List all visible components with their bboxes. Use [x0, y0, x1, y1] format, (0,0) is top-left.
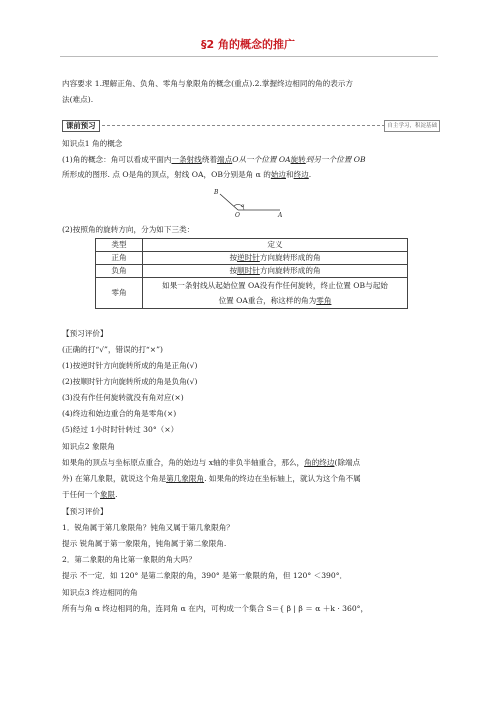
label-b: B: [214, 189, 219, 196]
cell-underlined: 逆时针: [237, 253, 260, 262]
kp2-text: 如果角的顶点与坐标原点重合，角的始边与 x轴的非负半轴重合，那么，: [62, 458, 305, 467]
def-text: 所形成的图形. 点 O是角的顶点，射线 OA，OB分别是角 α 的: [62, 170, 271, 179]
cell-text: 位置 OA重合，称这样的角为: [218, 296, 317, 305]
table-row: [96, 265, 408, 278]
kp2-line-3: [62, 489, 118, 501]
list-item: (3)没有作任何旋转就没有角对应(×): [62, 393, 184, 402]
angle-figure: [200, 186, 290, 218]
eval1-heading: 【预习评价】: [62, 329, 108, 338]
kp2-underlined: 角的终边: [304, 458, 335, 467]
table-row: [96, 252, 408, 265]
def-underlined: 端点: [217, 155, 233, 164]
eval2-heading: 【预习评价】: [62, 507, 108, 516]
eval2-answer-1: 提示 锐角属于第一象限角，钝角属于第二象限角.: [62, 539, 227, 548]
eval2-answer-2: 提示 不一定．如 120° 是第二象限的角，390° 是第一象限的角，但 120° ＜390°．: [62, 571, 348, 580]
eval2-question-1: 1．锐角属于第几象限角？钝角又属于第几象限角？: [62, 523, 234, 532]
label-a: A: [278, 212, 283, 218]
def-underlined: 始边: [270, 170, 287, 179]
cell-text: 按: [229, 253, 238, 262]
section-banner: [62, 120, 440, 130]
def-text: O从一个位置 OA: [232, 155, 291, 164]
kp2-text: 外) 在第几象限，就说这个角是: [62, 474, 167, 483]
type-cell: 正角: [96, 252, 143, 265]
def-text: 和: [286, 170, 294, 179]
kp2-underlined: 象限: [99, 490, 116, 499]
def-underlined: 终边: [293, 170, 309, 179]
title-divider: [60, 56, 438, 57]
list-item: (5)经过 1小时时针转过 30°（×）: [62, 425, 179, 434]
kp2-underlined: 第几象限角: [166, 474, 205, 483]
kp2-line-1: [62, 457, 360, 469]
header-type: 类型: [96, 239, 143, 252]
def-text: (1)角的概念：角可以看成平面内: [62, 155, 172, 164]
cell-text: 方向旋转形成的角: [259, 253, 321, 262]
cell-text: 按: [229, 266, 238, 275]
banner-subtitle: 自主学习，积淀基础: [384, 120, 440, 132]
label-alpha: α: [241, 203, 245, 209]
def-text: 到另一个位置 OB: [305, 155, 366, 164]
ray-ob: [220, 194, 238, 210]
kp1-heading: 知识点1 角的概念: [62, 139, 123, 148]
cell-line-2: [147, 293, 403, 308]
list-item: (4)终边和始边重合的角是零角(×): [62, 409, 177, 418]
list-item: (1)按逆时针方向旋转所成的角是正角(√): [62, 361, 198, 370]
definition-cell: [143, 278, 408, 309]
kp1-definition-line-1: [62, 154, 366, 166]
kp3-line-1: 所有与角 α 终边相同的角，连同角 α 在内，可构成一个集合 S＝{ β | β ＝ α ＋k · 360°，: [62, 604, 369, 613]
cell-text: 如果一条射线从起始位置 OA没有作任何旋转，终止位置 OB与起始: [162, 281, 388, 290]
kp2-text: .: [115, 490, 118, 499]
label-o: O: [235, 212, 240, 218]
requirements-line-2: 法(难点).: [62, 95, 94, 104]
kp3-heading: 知识点3 终边相同的角: [62, 588, 138, 597]
rotation-intro: (2)按照角的旋转方向，分为如下三类：: [62, 225, 195, 234]
list-item: (2)按顺时针方向旋转所成的角是负角(√): [62, 377, 198, 386]
angle-types-table: [95, 238, 408, 309]
kp2-text: 于任何一个: [62, 490, 100, 499]
definition-cell: [143, 252, 408, 265]
eval2-question-2: 2．第二象限的角比第一象限的角大吗？: [62, 555, 196, 564]
kp2-text: . 如果角的终边在坐标轴上，就认为这个角不属: [204, 474, 361, 483]
type-cell: 负角: [96, 265, 143, 278]
requirements-line-1: 内容要求 1.理解正角、负角、零角与象限角的概念(重点).2.掌握终边相同的角的表示方: [62, 79, 354, 88]
def-text: 绕着: [201, 155, 218, 164]
banner-label: 课前预习: [62, 120, 100, 132]
banner-dashed-line: [62, 125, 440, 126]
type-cell: 零角: [96, 278, 143, 309]
kp2-line-2: [62, 473, 361, 485]
table-header-row: [96, 239, 408, 252]
definition-cell: [143, 265, 408, 278]
header-definition: 定义: [143, 239, 408, 252]
cell-underlined: 顺时针: [237, 266, 260, 275]
table-row: [96, 278, 408, 309]
cell-underlined: 零角: [316, 296, 332, 305]
kp2-text: (除端点: [334, 458, 361, 467]
kp2-heading: 知识点2 象限角: [62, 442, 115, 451]
def-text: .: [308, 170, 312, 179]
page-title: §2 角的概念的推广: [201, 38, 295, 51]
def-underlined: 一条射线: [171, 155, 202, 164]
def-underlined: 旋转: [290, 155, 306, 164]
eval1-intro: (正确的打“√”，错误的打“×”): [62, 345, 163, 354]
kp1-definition-line-2: [62, 169, 311, 181]
cell-text: 方向旋转形成的角: [259, 266, 321, 275]
